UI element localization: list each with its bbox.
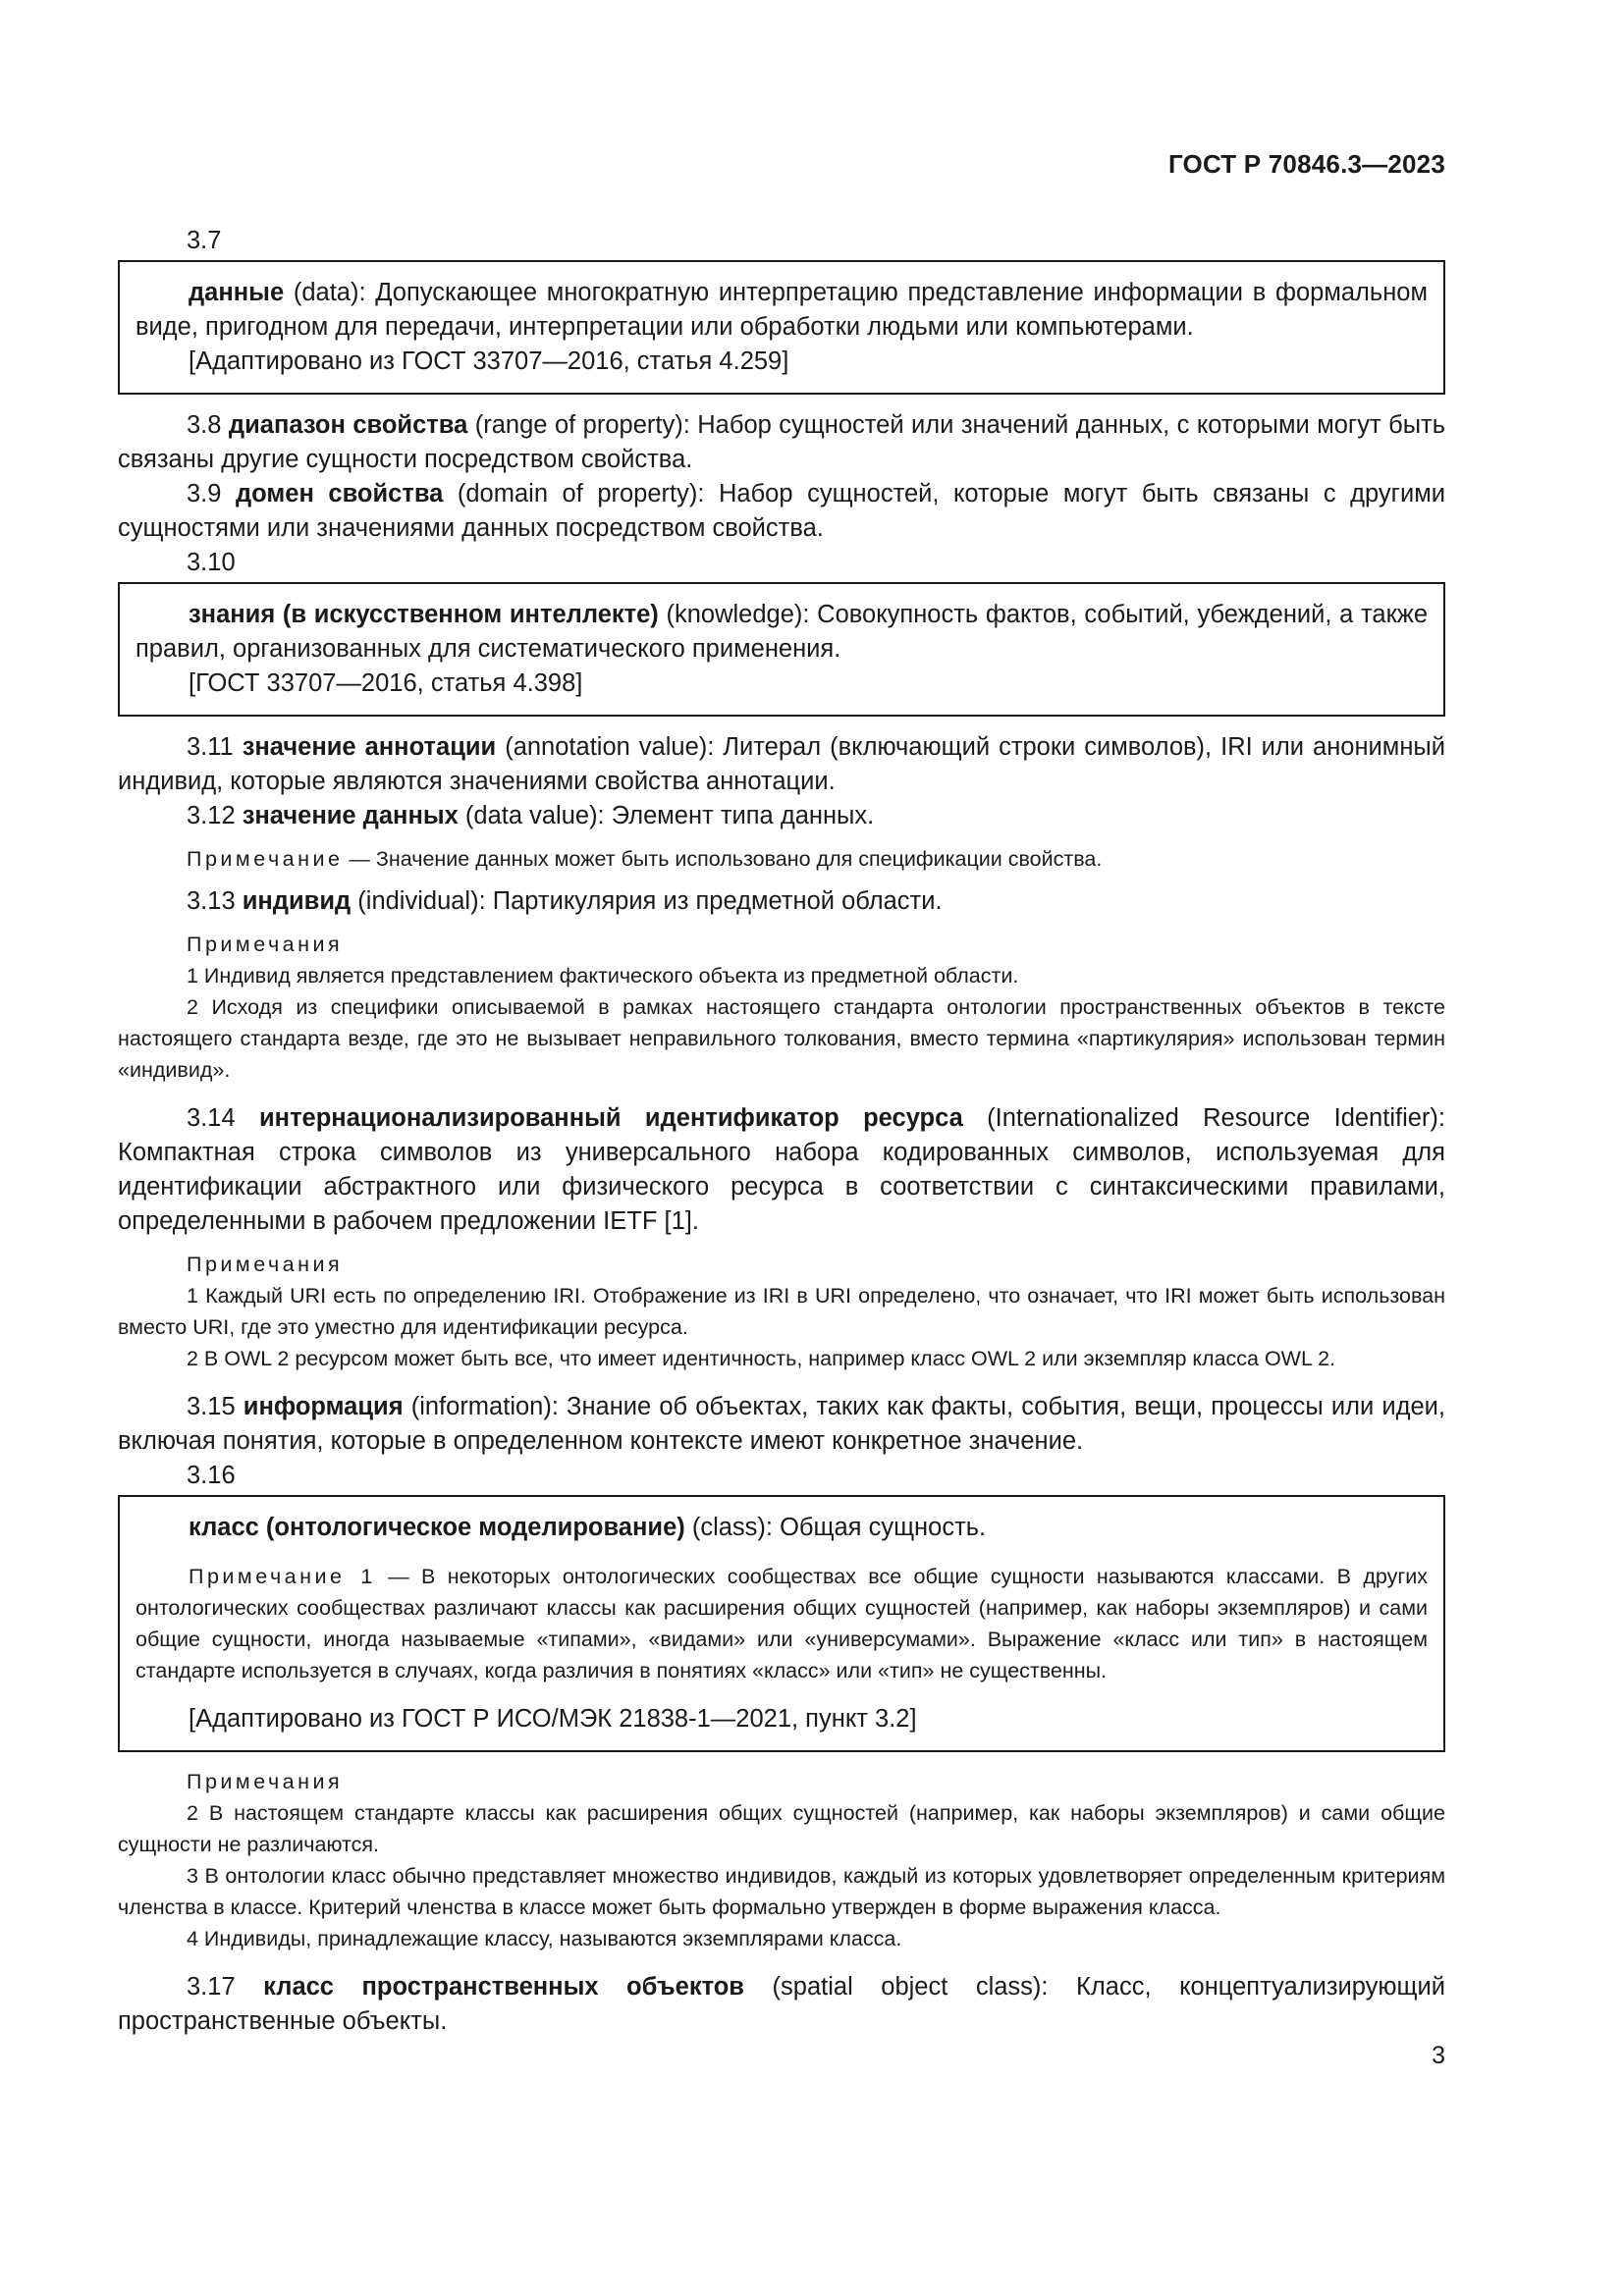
term-definition-3-10 xyxy=(135,598,1428,667)
term-number: 3.17 xyxy=(187,1973,264,2001)
term-note-3-14-2: 2 В OWL 2 ресурсом может быть все, что имеет идентичность, например класс OWL 2 или экземпляр класса OWL 2. xyxy=(187,1347,1336,1370)
notes-label-3-14: Примечания xyxy=(187,1253,344,1276)
term-definition-3-14 xyxy=(118,1101,1445,1239)
term-name: информация xyxy=(243,1393,404,1420)
notes-label-3-13: Примечания xyxy=(187,933,344,956)
term-box-3-7 xyxy=(118,260,1445,395)
term-number: 3.12 xyxy=(187,802,243,829)
term-definition-text: (spatial object class): Класс, концептуализирующий пространственные объекты. xyxy=(118,1973,1445,2035)
term-note-3-16-4: 4 Индивиды, принадлежащие классу, называются экземплярами класса. xyxy=(187,1927,902,1950)
term-definition-text: (range of property): Набор сущностей или значений данных, с которыми могут быть связаны другие сущности посредством свойства. xyxy=(118,411,1445,473)
term-name: интернационализированный идентификатор ресурса xyxy=(258,1104,963,1132)
term-note-3-16-2: 2 В настоящем стандарте классы как расширения общих сущностей (например, как наборы экземпляров) и сами общие сущности не различаются. xyxy=(118,1801,1445,1856)
term-box-3-16 xyxy=(118,1495,1445,1752)
note-text: — Значение данных может быть использовано для спецификации свойства. xyxy=(343,847,1103,871)
term-name: класс пространственных объектов xyxy=(263,1973,744,2001)
term-definition-text: (annotation value): Литерал (включающий строки символов), IRI или анонимный индивид, которые являются значениями свойства аннотации. xyxy=(118,733,1445,795)
term-definition-3-17 xyxy=(118,1970,1445,2039)
term-definition-text: (class): Общая сущность. xyxy=(684,1514,987,1541)
term-number: 3.11 xyxy=(187,733,243,761)
term-definition-text: (individual): Партикулярия из предметной области. xyxy=(351,887,943,915)
term-definition-text: (information): Знание об объектах, таких как факты, события, вещи, процессы или идеи, включая понятия, которые в определенном контексте имеют конкретное значение. xyxy=(118,1393,1445,1455)
term-definition-3-15 xyxy=(118,1390,1445,1459)
term-definition-3-11 xyxy=(118,730,1445,799)
term-number-3-16: 3.16 xyxy=(187,1462,236,1489)
term-name: знания (в искусственном интеллекте) xyxy=(189,601,659,628)
term-note-3-13-1: 1 Индивид является представлением фактического объекта из предметной области. xyxy=(187,964,1019,988)
note-label: Примечание 1 xyxy=(189,1565,376,1588)
term-number: 3.13 xyxy=(187,887,243,915)
notes-label-3-16: Примечания xyxy=(187,1770,344,1793)
terms-content xyxy=(118,224,1445,2039)
term-source-3-16: [Адаптировано из ГОСТ Р ИСО/МЭК 21838-1—2021, пункт 3.2] xyxy=(189,1705,917,1733)
term-definition-3-16 xyxy=(135,1511,1428,1545)
term-name: данные xyxy=(189,279,285,306)
standard-header: ГОСТ Р 70846.3—2023 xyxy=(1167,149,1445,179)
term-definition-text: (data): Допускающее многократную интерпретацию представление информации в формальном виде, пригодном для передачи, интерпретации или обработки людьми или компьютерами. xyxy=(135,279,1428,341)
note-text: — В некоторых онтологических сообществах все общие сущности называются классами. В других онтологических сообществах различают классы как расширения общих сущностей (например, как наборы экземпляров) и сами общие сущности, иногда называемые «типами», «видами» или «универсумами». Выражение «класс или тип» в настоящем стандарте используется в случаях, когда различия в понятиях «класс» или «тип» не существенны. xyxy=(135,1565,1428,1682)
term-number: 3.9 xyxy=(187,480,236,507)
term-box-3-10 xyxy=(118,582,1445,717)
term-number-3-10: 3.10 xyxy=(187,549,236,576)
term-name: диапазон свойства xyxy=(228,411,468,439)
page-number: 3 xyxy=(1432,2042,1445,2069)
term-definition-text: (knowledge): Совокупность фактов, событий, убеждений, а также правил, организованных для систематического применения. xyxy=(135,601,1428,663)
term-definition-3-13 xyxy=(118,884,1445,919)
term-number-3-7: 3.7 xyxy=(187,227,222,254)
term-note-3-12 xyxy=(118,843,1445,875)
term-definition-3-8 xyxy=(118,408,1445,477)
term-definition-3-7 xyxy=(135,276,1428,345)
term-source-3-10: [ГОСТ 33707—2016, статья 4.398] xyxy=(189,669,583,697)
term-name: домен свойства xyxy=(235,480,444,507)
term-name: значение данных xyxy=(242,802,459,829)
term-note-3-13-2: 2 Исходя из специфики описываемой в рамках настоящего стандарта онтологии пространственных объектов в тексте настоящего стандарта везде, где это не вызывает неправильного толкования, вместо термина «партикулярия» использован термин «индивид». xyxy=(118,995,1445,1082)
term-definition-3-12 xyxy=(118,799,1445,833)
term-definition-text: (data value): Элемент типа данных. xyxy=(458,802,875,829)
term-number: 3.15 xyxy=(187,1393,244,1420)
term-note-3-16-3: 3 В онтологии класс обычно представляет множество индивидов, каждый из которых удовлетворяет определенным критериям членства в классе. Критерий членства в классе может быть формально утвержден в форме выражения класса. xyxy=(118,1864,1445,1919)
note-label: Примечание xyxy=(187,847,344,871)
term-name: индивид xyxy=(242,887,352,915)
term-note-3-16-1 xyxy=(135,1561,1428,1686)
term-definition-text: (domain of property): Набор сущностей, которые могут быть связаны с другими сущностями или значениями данных посредством свойства. xyxy=(118,480,1445,542)
term-definition-text: (Internationalized Resource Identifier): Компактная строка символов из универсального набора кодированных символов, используемая для идентификации абстрактного или физического ресурса в соответствии с синтаксическими правилами, определенными в рабочем предложении IETF [1]. xyxy=(118,1104,1445,1235)
term-source-3-7: [Адаптировано из ГОСТ 33707—2016, статья 4.259] xyxy=(189,347,789,375)
term-number: 3.14 xyxy=(187,1104,259,1132)
term-name: класс (онтологическое моделирование) xyxy=(189,1514,685,1541)
term-number: 3.8 xyxy=(187,411,229,439)
term-name: значение аннотации xyxy=(242,733,497,761)
term-definition-3-9 xyxy=(118,477,1445,546)
term-note-3-14-1: 1 Каждый URI есть по определению IRI. Отображение из IRI в URI определено, что означает, что IRI может быть использован вместо URI, где это уместно для идентификации ресурса. xyxy=(118,1284,1445,1339)
